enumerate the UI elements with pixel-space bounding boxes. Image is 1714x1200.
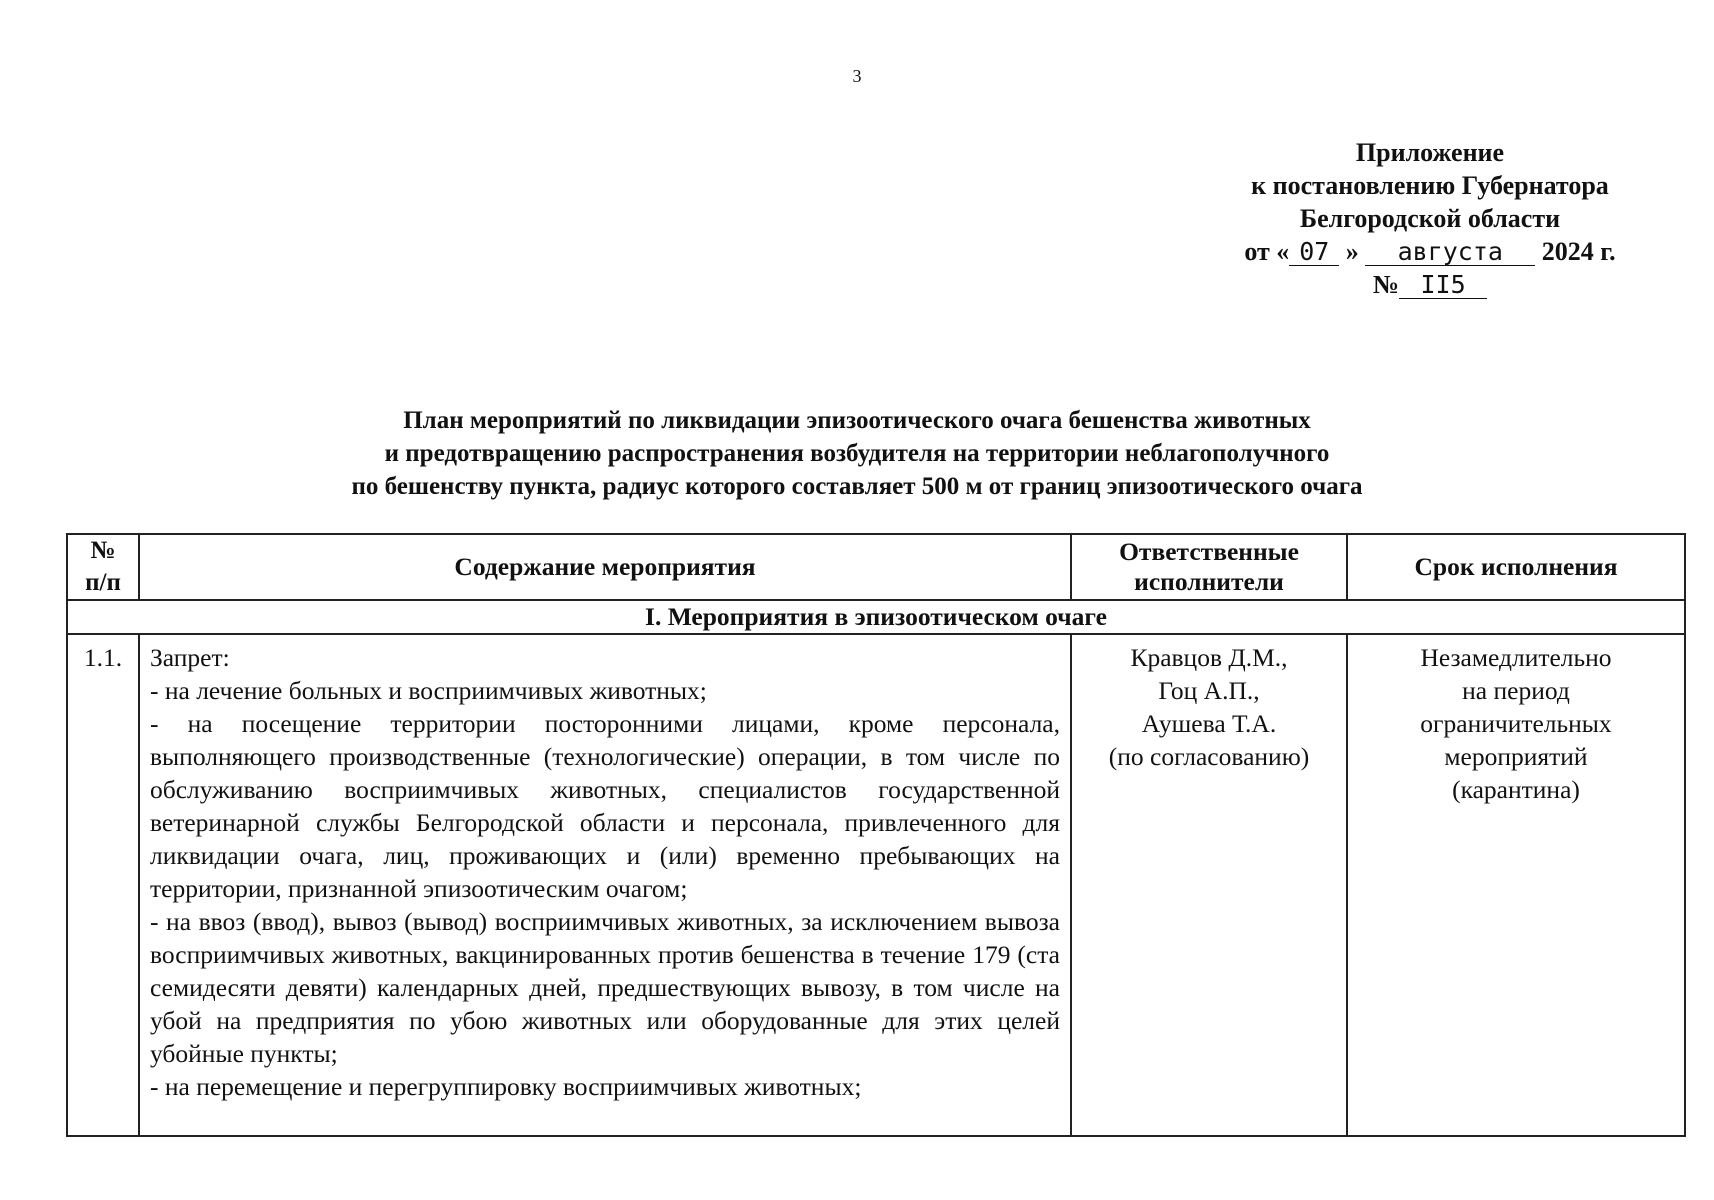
row-content [139, 634, 1071, 1136]
responsible-name: Гоц А.П., [1158, 676, 1260, 705]
appendix-number [1180, 268, 1680, 301]
plan-title-line-3: по бешенству пункта, радиус которого составляет 500 м от границ эпизоотического очага [351, 473, 1363, 500]
header-number-pp: п/п [85, 569, 121, 596]
plan-title-line-2: и предотвращению распространения возбудителя на территории неблагополучного [384, 440, 1330, 467]
page-number: 3 [852, 66, 862, 86]
plan-title [0, 404, 1714, 503]
header-number [67, 534, 139, 600]
date-month: августа [1365, 239, 1535, 266]
content-paragraph: - на посещение территории посторонними лицами, кроме персонала, выполняющего производственные (технологические) операции, в том числе по обслуживанию восприимчивых животных, специалистов государственной ветеринарной службы Белгородской области и персонала, привлеченного для ликвидации очага, лиц, проживающих и (или) временно пребывающих на территории, признанной эпизоотическим очагом; [150, 709, 1060, 903]
responsible-name: Кравцов Д.М., [1130, 643, 1288, 672]
content-paragraph: - на ввоз (ввод), вывоз (вывод) восприимчивых животных, за исключением вывоза восприимчивых животных, вакцинированных против бешенства в течение 179 (ста семидесяти девяти) календарных дней, предшествующих вывозу, в том числе на убой на предприятия по убою животных или оборудованные для этих целей убойные пункты; [150, 907, 1060, 1068]
section-row [67, 600, 1685, 634]
header-content: Содержание мероприятия [139, 534, 1071, 600]
date-prefix: от « [1244, 237, 1290, 266]
section-title: I. Мероприятия в эпизоотическом очаге [67, 600, 1685, 634]
term-line: ограничительных [1420, 709, 1612, 738]
term-line: мероприятий [1444, 742, 1588, 771]
appendix-block [1180, 136, 1680, 301]
table-row [67, 634, 1685, 1136]
appendix-region: Белгородской области [1299, 204, 1561, 233]
responsible-note: (по согласованию) [1108, 742, 1310, 771]
responsible-name: Аушева Т.А. [1141, 709, 1277, 738]
content-paragraph: Запрет: [150, 643, 230, 672]
row-term [1347, 634, 1685, 1136]
measures-table [66, 533, 1686, 1137]
table-header-row [67, 534, 1685, 600]
row-number: 1.1. [67, 634, 139, 1136]
header-term: Срок исполнения [1347, 534, 1685, 600]
content-paragraph: - на перемещение и перегруппировку восприимчивых животных; [150, 1072, 862, 1101]
date-mid: » [1345, 237, 1359, 266]
document-number: II5 [1399, 272, 1487, 299]
content-paragraph: - на лечение больных и восприимчивых животных; [150, 676, 707, 705]
header-number-sign: № [90, 537, 116, 564]
appendix-title: Приложение [1355, 138, 1505, 167]
term-line: Незамедлительно [1420, 643, 1612, 672]
row-responsible [1071, 634, 1347, 1136]
date-year: 2024 г. [1541, 237, 1616, 266]
plan-title-line-1: План мероприятий по ликвидации эпизоотического очага бешенства животных [403, 407, 1311, 434]
term-line: на период [1462, 676, 1570, 705]
appendix-date [1180, 235, 1680, 268]
number-prefix: № [1372, 270, 1400, 299]
header-responsible: Ответственные исполнители [1071, 534, 1347, 600]
term-line: (карантина) [1452, 775, 1580, 804]
appendix-reference: к постановлению Губернатора [1251, 171, 1609, 200]
date-day: 07 [1289, 239, 1339, 266]
